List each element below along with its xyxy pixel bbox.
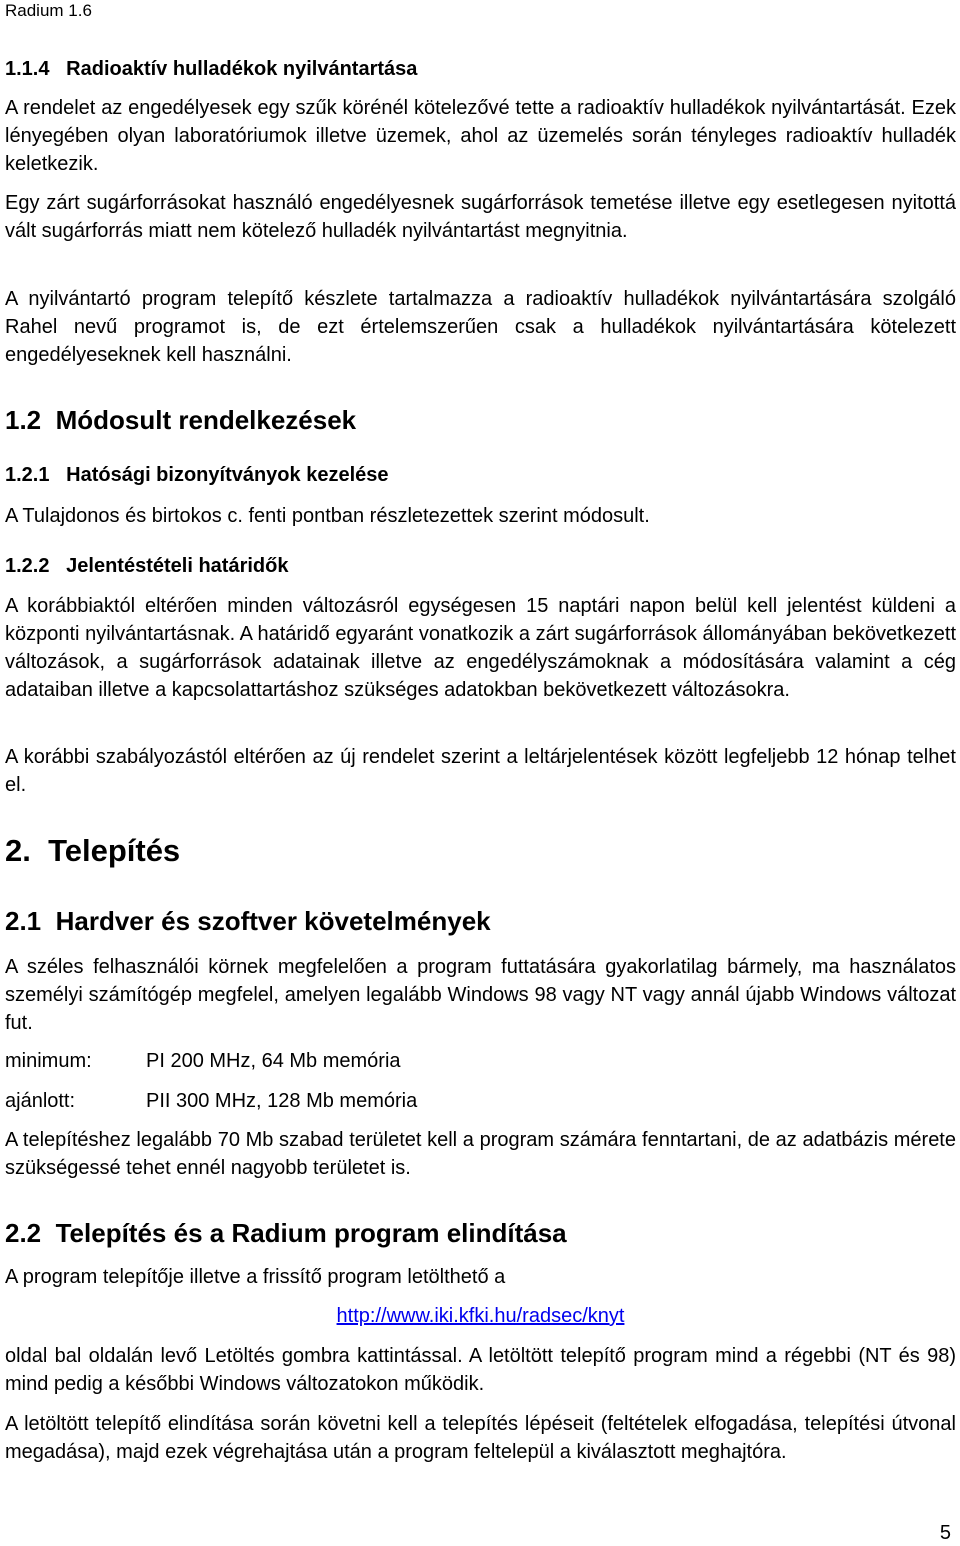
heading-title: Hardver és szoftver követelmények bbox=[55, 906, 491, 936]
paragraph: A korábbi szabályozástól eltérően az új rendelet szerint a leltárjelentések között legfeljebb 12 hónap telhet el. bbox=[5, 746, 956, 796]
heading-number: 1.2 bbox=[5, 405, 42, 435]
heading-title: Hatósági bizonyítványok kezelése bbox=[66, 464, 389, 486]
heading-title: Telepítés és a Radium program elindítása bbox=[55, 1218, 567, 1248]
heading-title: Telepítés bbox=[48, 833, 181, 868]
spec-value: PII 300 MHz, 128 Mb memória bbox=[146, 1090, 418, 1112]
heading-2-1 bbox=[5, 905, 956, 937]
spec-row-recommended bbox=[5, 1087, 956, 1115]
heading-number: 2.2 bbox=[5, 1218, 42, 1248]
heading-number: 2. bbox=[5, 833, 31, 868]
heading-number: 1.1.4 bbox=[5, 58, 50, 80]
running-header: Radium 1.6 bbox=[5, 1, 92, 20]
heading-title: Jelentéstételi határidők bbox=[66, 555, 289, 577]
page-number: 5 bbox=[939, 1522, 951, 1544]
heading-1-2-2 bbox=[5, 552, 956, 580]
download-link[interactable]: http://www.iki.kfki.hu/radsec/knyt bbox=[336, 1305, 625, 1327]
paragraph: Egy zárt sugárforrásokat használó engedélyesnek sugárforrások temetése illetve egy esetlegesen nyitottá vált sugárforrás miatt nem kötelező hulladék nyilvántartást megnyitnia. bbox=[5, 192, 956, 242]
paragraph: oldal bal oldalán levő Letöltés gombra kattintással. A letöltött telepítő program mind a régebbi (NT és 98) mind pedig a későbbi Windows változatokon működik. bbox=[5, 1345, 956, 1395]
heading-number: 1.2.2 bbox=[5, 555, 50, 577]
spec-value: PI 200 MHz, 64 Mb memória bbox=[146, 1050, 401, 1072]
paragraph: A széles felhasználói körnek megfelelően a program futtatására gyakorlatilag bármely, ma használatos személyi számítógép megfelel, amelyen legalább Windows 98 vagy NT vagy annál újabb Windows változat fut. bbox=[5, 956, 956, 1034]
heading-2 bbox=[5, 833, 956, 869]
heading-1-2 bbox=[5, 404, 956, 436]
paragraph: A letöltött telepítő elindítása során követni kell a telepítés lépéseit (feltételek elfogadása, telepítési útvonal megadása), majd ezek végrehajtása után a program feltelepül a kiválasztott meghajtóra. bbox=[5, 1413, 956, 1463]
paragraph: A rendelet az engedélyesek egy szűk körénél kötelezővé tette a radioaktív hulladékok nyilvántartását. Ezek lényegében olyan laboratóriumok illetve üzemek, ahol az üzemelés során tényleges radioaktív hulladék keletkezik. bbox=[5, 97, 956, 175]
paragraph: A Tulajdonos és birtokos c. fenti pontban részletezettek szerint módosult. bbox=[5, 505, 650, 527]
heading-number: 2.1 bbox=[5, 906, 42, 936]
spec-row-minimum bbox=[5, 1047, 956, 1075]
heading-1-2-1 bbox=[5, 461, 956, 489]
heading-2-2 bbox=[5, 1217, 956, 1249]
heading-1-1-4 bbox=[5, 55, 956, 83]
spec-label: ajánlott: bbox=[5, 1090, 76, 1112]
paragraph: A program telepítője illetve a frissítő program letölthető a bbox=[5, 1266, 506, 1288]
paragraph: A telepítéshez legalább 70 Mb szabad területet kell a program számára fenntartani, de az adatbázis mérete szükségessé tehet ennél nagyobb területet is. bbox=[5, 1129, 956, 1179]
paragraph: A nyilvántartó program telepítő készlete tartalmazza a radioaktív hulladékok nyilvántartására szolgáló Rahel nevű programot is, de ezt értelemszerűen csak a hulladékok nyilvántartására kötelezett engedélyeseknek kell használni. bbox=[5, 288, 956, 366]
paragraph: A korábbiaktól eltérően minden változásról egységesen 15 naptári napon belül kell jelentést küldeni a központi nyilvántartásnak. A határidő egyaránt vonatkozik a zárt sugárforrások állományában bekövetkezett változások, a sugárforrások adatainak illetve az engedélyszámoknak a módosítására valamint a cég adataiban illetve a kapcsolattartáshoz szükséges adatokban bekövetkezett változásokra. bbox=[5, 595, 956, 701]
heading-title: Módosult rendelkezések bbox=[55, 405, 357, 435]
heading-title: Radioaktív hulladékok nyilvántartása bbox=[66, 58, 418, 80]
download-link-row bbox=[5, 1302, 956, 1330]
spec-label: minimum: bbox=[5, 1050, 92, 1072]
heading-number: 1.2.1 bbox=[5, 464, 50, 486]
